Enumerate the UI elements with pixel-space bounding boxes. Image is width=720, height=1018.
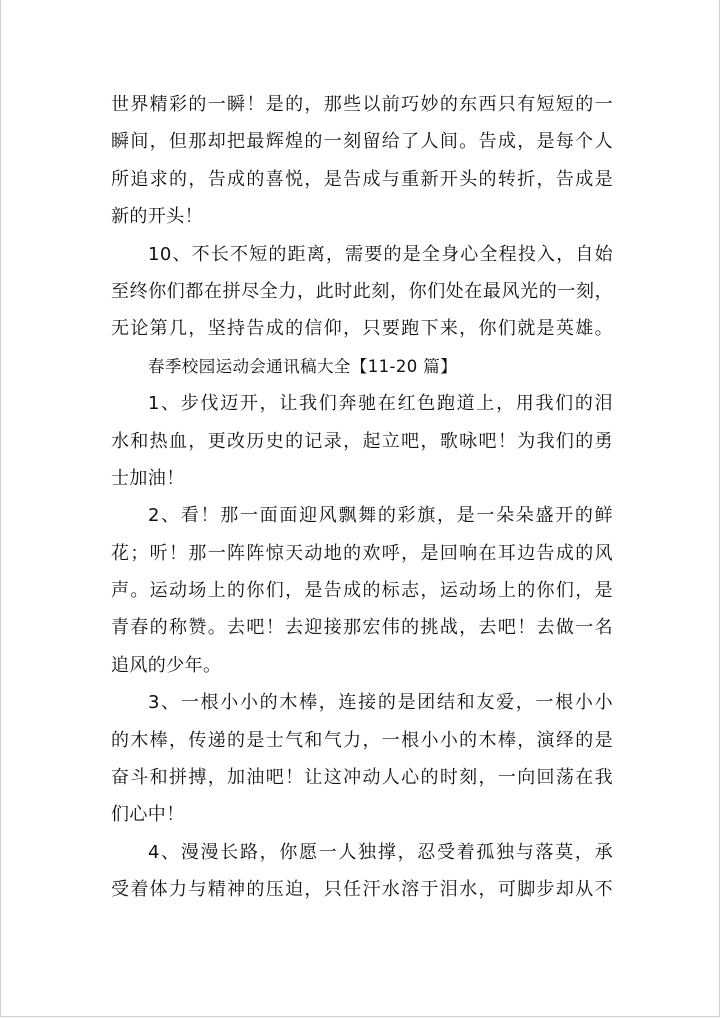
text-line: 1、步伐迈开，让我们奔驰在红色跑道上，用我们的泪 xyxy=(148,393,613,415)
document-body xyxy=(111,86,613,909)
text-line: 新的开头！ xyxy=(111,206,203,228)
text-line: 声。运动场上的你们，是告成的标志，运动场上的你们，是 xyxy=(111,580,613,602)
text-line: 青春的称赞。去吧！去迎接那宏伟的挑战，去吧！去做一名 xyxy=(111,617,613,639)
text-line: 的木棒，传递的是士气和气力，一根小小的木棒，演绎的是 xyxy=(111,729,613,751)
text-line: 水和热血，更改历史的记录，起立吧，歌咏吧！为我们的勇 xyxy=(111,430,613,452)
text-line: 无论第几，坚持告成的信仰，只要跑下来，你们就是英雄。 xyxy=(111,318,613,340)
text-line: 4、漫漫长路，你愿一人独撑，忍受着孤独与落莫，承 xyxy=(148,841,613,863)
text-line: 受着体力与精神的压迫，只任汗水溶于泪水，可脚步却从不 xyxy=(111,879,613,901)
section-heading: 春季校园运动会通讯稿大全【11-20 篇】 xyxy=(148,356,458,376)
text-line: 们心中！ xyxy=(111,804,185,826)
text-line: 奋斗和拼搏，加油吧！让这冲动人心的时刻，一向回荡在我 xyxy=(111,767,613,789)
text-line: 2、看！那一面面迎风飘舞的彩旗，是一朵朵盛开的鲜 xyxy=(148,505,613,527)
text-line: 所追求的，告成的喜悦，是告成与重新开头的转折，告成是 xyxy=(111,168,613,190)
text-line: 花；听！那一阵阵惊天动地的欢呼，是回响在耳边告成的风 xyxy=(111,542,613,564)
text-line: 世界精彩的一瞬！是的，那些以前巧妙的东西只有短短的一 xyxy=(111,94,613,115)
text-line: 3、一根小小的木棒，连接的是团结和友爱，一根小小 xyxy=(148,692,613,714)
text-line: 瞬间，但那却把最辉煌的一刻留给了人间。告成，是每个人 xyxy=(111,131,613,153)
text-line: 士加油！ xyxy=(111,467,185,489)
text-line: 追风的少年。 xyxy=(111,654,222,676)
text-line: 10、不长不短的距离，需要的是全身心全程投入，自始 xyxy=(148,243,613,265)
text-line: 至终你们都在拼尽全力，此时此刻，你们处在最风光的一刻， xyxy=(111,280,613,302)
